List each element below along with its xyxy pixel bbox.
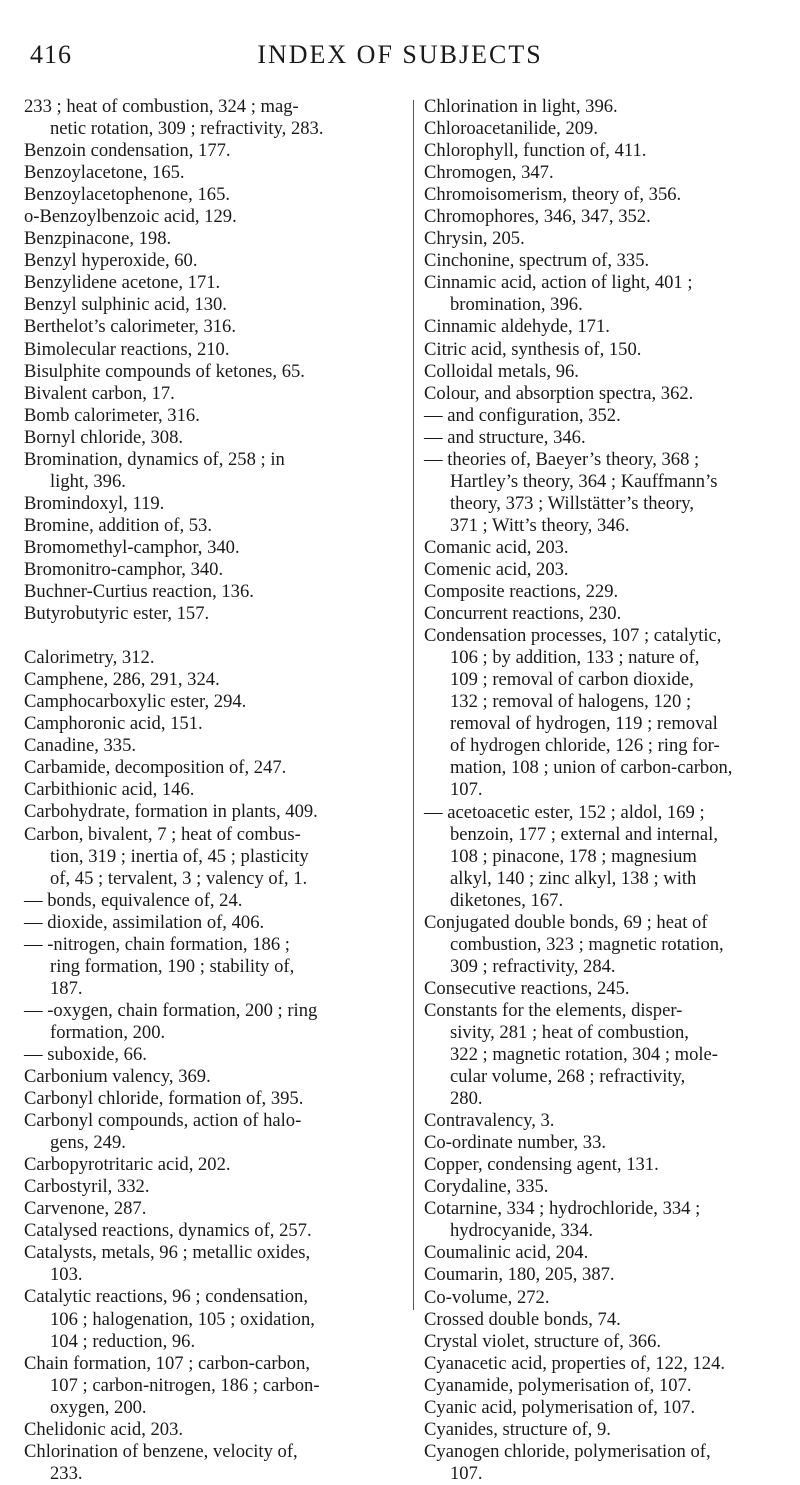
index-entry-line: 233. bbox=[50, 1462, 83, 1484]
index-entry-line: 280. bbox=[450, 1088, 483, 1110]
index-entry bbox=[24, 316, 404, 338]
index-entry-line: Co-ordinate number, 33. bbox=[424, 1132, 607, 1154]
index-entry-line: Consecutive reactions, 245. bbox=[424, 977, 630, 999]
index-entry bbox=[424, 581, 800, 603]
index-entry bbox=[424, 1331, 800, 1353]
index-entry-line: Cinchonine, spectrum of, 335. bbox=[424, 250, 650, 272]
index-entry-line: 322 ; magnetic rotation, 304 ; mole- bbox=[450, 1044, 719, 1066]
index-entry bbox=[24, 801, 404, 823]
index-entry-line: Cinnamic aldehyde, 171. bbox=[424, 316, 610, 338]
index-entry-line: 309 ; refractivity, 284. bbox=[450, 955, 616, 977]
index-entry-line: Catalytic reactions, 96 ; condensation, bbox=[24, 1286, 308, 1308]
index-entry-line: Chlorophyll, function of, 411. bbox=[424, 140, 647, 162]
index-entry bbox=[24, 339, 404, 361]
index-entry bbox=[24, 890, 404, 912]
index-entry-line: Benzoin condensation, 177. bbox=[24, 140, 231, 162]
index-entry-line: Crossed double bonds, 74. bbox=[424, 1308, 621, 1330]
index-entry-line: Bornyl chloride, 308. bbox=[24, 426, 184, 448]
index-entry-line: Bimolecular reactions, 210. bbox=[24, 338, 230, 360]
index-entry-line: — -nitrogen, chain formation, 186 ; bbox=[24, 933, 290, 955]
index-entry-line: Camphocarboxylic ester, 294. bbox=[24, 691, 247, 713]
index-entry bbox=[424, 1287, 800, 1309]
section-gap bbox=[24, 625, 404, 647]
index-entry-line: Chloroacetanilide, 209. bbox=[424, 118, 599, 140]
index-entry-line: alkyl, 140 ; zinc alkyl, 138 ; with bbox=[450, 867, 697, 889]
index-entry-line: o-Benzoylbenzoic acid, 129. bbox=[24, 206, 237, 228]
index-entry-line: — and structure, 346. bbox=[424, 426, 586, 448]
index-entry bbox=[424, 978, 800, 1000]
index-entry-line: 132 ; removal of halogens, 120 ; bbox=[450, 691, 692, 713]
index-entry-line: Benzoylacetophenone, 165. bbox=[24, 184, 231, 206]
index-entry-line: 107. bbox=[450, 1462, 483, 1484]
index-entry-line: Chain formation, 107 ; carbon-carbon, bbox=[24, 1352, 311, 1374]
index-entry bbox=[24, 427, 404, 449]
index-entry-line: cular volume, 268 ; refractivity, bbox=[450, 1066, 686, 1088]
index-entry bbox=[24, 912, 404, 934]
index-entry-line: Calorimetry, 312. bbox=[24, 647, 155, 669]
index-entry-line: Hartley’s theory, 364 ; Kauffmann’s bbox=[450, 470, 718, 492]
index-entry-line: of, 45 ; tervalent, 3 ; valency of, 1. bbox=[50, 867, 308, 889]
index-entry-line: combustion, 323 ; magnetic rotation, bbox=[450, 933, 724, 955]
index-entry-line: Cyanic acid, polymerisation of, 107. bbox=[424, 1396, 696, 1418]
index-entry bbox=[24, 1176, 404, 1198]
page-number: 416 bbox=[30, 40, 72, 69]
index-entry-line: Contravalency, 3. bbox=[424, 1110, 555, 1132]
index-entry bbox=[24, 228, 404, 250]
index-entry-line: Comanic acid, 203. bbox=[424, 536, 569, 558]
index-entry-line: Carbostyril, 332. bbox=[24, 1176, 150, 1198]
index-entry-line: — suboxide, 66. bbox=[24, 1043, 147, 1065]
index-entry-line: Copper, condensing agent, 131. bbox=[424, 1154, 659, 1176]
index-entry-line: 107 ; carbon-nitrogen, 186 ; carbon- bbox=[50, 1374, 320, 1396]
index-entry bbox=[24, 1066, 404, 1088]
index-entry-line: Carbon, bivalent, 7 ; heat of combus- bbox=[24, 823, 301, 845]
index-entry-line: hydrocyanide, 334. bbox=[450, 1220, 594, 1242]
index-entry bbox=[24, 537, 404, 559]
index-entry-line: 108 ; pinacone, 178 ; magnesium bbox=[450, 845, 697, 867]
index-entry-line: Bromonitro-camphor, 340. bbox=[24, 558, 224, 580]
index-entry bbox=[424, 206, 800, 228]
index-entry-line: Colloidal metals, 96. bbox=[424, 360, 579, 382]
index-entry bbox=[424, 1110, 800, 1132]
index-entry-line: Condensation processes, 107 ; catalytic, bbox=[424, 625, 722, 647]
index-entry-line: Citric acid, synthesis of, 150. bbox=[424, 338, 642, 360]
index-entry-line: 109 ; removal of carbon dioxide, bbox=[450, 669, 694, 691]
index-entry-line: Catalysts, metals, 96 ; metallic oxides, bbox=[24, 1242, 311, 1264]
index-entry bbox=[424, 1176, 800, 1198]
index-entry-line: Benzpinacone, 198. bbox=[24, 228, 172, 250]
index-entry bbox=[24, 735, 404, 757]
index-entry-line: Chlorination in light, 396. bbox=[424, 96, 618, 117]
index-entry bbox=[24, 515, 404, 537]
index-entry bbox=[424, 427, 800, 449]
index-entry-line: Butyrobutyric ester, 157. bbox=[24, 603, 210, 625]
index-entry-line: Coumarin, 180, 205, 387. bbox=[424, 1264, 615, 1286]
index-entry-line: Constants for the elements, disper- bbox=[424, 999, 683, 1021]
index-entry-line: sivity, 281 ; heat of combustion, bbox=[450, 1021, 689, 1043]
index-entry-line: Chromoisomerism, theory of, 356. bbox=[424, 184, 682, 206]
index-entry bbox=[424, 316, 800, 338]
index-entry-line: Carbithionic acid, 146. bbox=[24, 779, 195, 801]
index-entry-line: theory, 373 ; Willstätter’s theory, bbox=[450, 492, 695, 514]
index-entry-line: Cyanamide, polymerisation of, 107. bbox=[424, 1374, 692, 1396]
index-entry-line: removal of hydrogen, 119 ; removal bbox=[450, 713, 718, 735]
index-entry bbox=[424, 1264, 800, 1286]
index-entry bbox=[24, 1220, 404, 1242]
index-entry-line: Cyanacetic acid, properties of, 122, 124. bbox=[424, 1352, 726, 1374]
index-entry bbox=[24, 206, 404, 228]
index-entry-line: Carbonyl compounds, action of halo- bbox=[24, 1110, 302, 1132]
index-entry bbox=[24, 1419, 404, 1441]
index-entry-line: diketones, 167. bbox=[450, 889, 564, 911]
index-entry bbox=[424, 339, 800, 361]
index-entry-line: 103. bbox=[50, 1264, 83, 1286]
index-entry-line: — bonds, equivalence of, 24. bbox=[24, 889, 243, 911]
index-entry-line: Cotarnine, 334 ; hydrochloride, 334 ; bbox=[424, 1198, 701, 1220]
index-entry-line: — theories of, Baeyer’s theory, 368 ; bbox=[424, 448, 700, 470]
index-entry bbox=[24, 1441, 404, 1485]
index-entry-line: Crystal violet, structure of, 366. bbox=[424, 1330, 662, 1352]
index-entry bbox=[424, 1154, 800, 1176]
index-entry bbox=[24, 405, 404, 427]
index-entry-line: light, 396. bbox=[50, 470, 126, 492]
index-entry-line: Chromophores, 346, 347, 352. bbox=[424, 206, 651, 228]
index-entry bbox=[424, 1419, 800, 1441]
index-entry bbox=[424, 405, 800, 427]
index-entry-line: Cinnamic acid, action of light, 401 ; bbox=[424, 272, 693, 294]
index-entry-line: netic rotation, 309 ; refractivity, 283. bbox=[50, 118, 324, 140]
index-entry-line: — acetoacetic ester, 152 ; aldol, 169 ; bbox=[424, 801, 705, 823]
index-entry-line: Camphoronic acid, 151. bbox=[24, 713, 203, 735]
index-entry-line: 187. bbox=[50, 977, 83, 999]
index-entry bbox=[424, 1000, 800, 1110]
index-entry-line: 233 ; heat of combustion, 324 ; mag- bbox=[24, 96, 299, 117]
index-entry-line: 371 ; Witt’s theory, 346. bbox=[450, 514, 630, 536]
index-entry bbox=[24, 934, 404, 1000]
index-entry bbox=[24, 96, 404, 140]
index-entry bbox=[424, 1198, 800, 1242]
index-entry bbox=[424, 559, 800, 581]
index-entry-line: Bromination, dynamics of, 258 ; in bbox=[24, 448, 285, 470]
index-entry bbox=[424, 361, 800, 383]
index-entry-line: 106 ; halogenation, 105 ; oxidation, bbox=[50, 1308, 315, 1330]
index-entry bbox=[24, 1154, 404, 1176]
index-entry-line: bromination, 396. bbox=[450, 294, 583, 316]
index-entry bbox=[24, 383, 404, 405]
index-entry bbox=[424, 118, 800, 140]
index-entry bbox=[24, 669, 404, 691]
index-entry-line: Concurrent reactions, 230. bbox=[424, 603, 622, 625]
index-entry bbox=[24, 162, 404, 184]
index-entry-line: gens, 249. bbox=[50, 1132, 126, 1154]
running-title: INDEX OF SUBJECTS bbox=[257, 40, 543, 69]
index-entry bbox=[24, 1044, 404, 1066]
index-entry-line: ring formation, 190 ; stability of, bbox=[50, 955, 295, 977]
index-entry bbox=[24, 1286, 404, 1352]
index-entry bbox=[424, 449, 800, 537]
index-entry-line: Bivalent carbon, 17. bbox=[24, 382, 175, 404]
index-entry bbox=[24, 449, 404, 493]
index-column-left bbox=[24, 96, 404, 1485]
index-entry-line: Benzyl hyperoxide, 60. bbox=[24, 250, 198, 272]
index-entry bbox=[424, 1353, 800, 1375]
index-entry-line: Bromine, addition of, 53. bbox=[24, 514, 212, 536]
index-entry-line: Co-volume, 272. bbox=[424, 1286, 550, 1308]
index-entry bbox=[424, 140, 800, 162]
index-entry-line: Carbonyl chloride, formation of, 395. bbox=[24, 1088, 304, 1110]
index-entry-line: Bromomethyl-camphor, 340. bbox=[24, 536, 240, 558]
index-entry-line: Comenic acid, 203. bbox=[424, 558, 569, 580]
index-entry-line: Bisulphite compounds of ketones, 65. bbox=[24, 360, 305, 382]
index-entry-line: Carbamide, decomposition of, 247. bbox=[24, 757, 287, 779]
index-entry bbox=[424, 1132, 800, 1154]
index-entry bbox=[24, 824, 404, 890]
index-entry bbox=[24, 559, 404, 581]
index-entry bbox=[424, 625, 800, 801]
index-entry-line: Corydaline, 335. bbox=[424, 1176, 549, 1198]
index-entry bbox=[24, 1088, 404, 1110]
index-entry bbox=[424, 184, 800, 206]
index-entry-line: Benzyl sulphinic acid, 130. bbox=[24, 294, 227, 316]
index-entry-line: Chlorination of benzene, velocity of, bbox=[24, 1440, 298, 1462]
index-entry bbox=[24, 250, 404, 272]
index-entry-line: Bromindoxyl, 119. bbox=[24, 492, 165, 514]
index-entry-line: Colour, and absorption spectra, 362. bbox=[424, 382, 694, 404]
index-entry bbox=[24, 713, 404, 735]
index-entry-line: Cyanogen chloride, polymerisation of, bbox=[424, 1440, 711, 1462]
index-entry-line: Bomb calorimeter, 316. bbox=[24, 404, 200, 426]
index-entry-line: Conjugated double bonds, 69 ; heat of bbox=[424, 911, 708, 933]
index-entry bbox=[24, 294, 404, 316]
index-entry bbox=[424, 537, 800, 559]
index-entry-line: — and configuration, 352. bbox=[424, 404, 621, 426]
index-entry bbox=[424, 250, 800, 272]
index-entry bbox=[424, 912, 800, 978]
index-entry bbox=[24, 1353, 404, 1419]
index-entry-line: Chrysin, 205. bbox=[424, 228, 525, 250]
index-entry-line: Canadine, 335. bbox=[24, 735, 137, 757]
index-entry-line: Catalysed reactions, dynamics of, 257. bbox=[24, 1220, 312, 1242]
index-entry-line: Carbohydrate, formation in plants, 409. bbox=[24, 801, 318, 823]
index-entry bbox=[424, 603, 800, 625]
index-entry-line: mation, 108 ; union of carbon-carbon, bbox=[450, 757, 733, 779]
index-entry bbox=[24, 647, 404, 669]
index-entry bbox=[24, 757, 404, 779]
index-entry bbox=[24, 1110, 404, 1154]
index-entry-line: tion, 319 ; inertia of, 45 ; plasticity bbox=[50, 845, 309, 867]
index-entry bbox=[24, 493, 404, 515]
index-entry-line: 104 ; reduction, 96. bbox=[50, 1330, 196, 1352]
column-divider bbox=[413, 100, 414, 1310]
index-entry bbox=[424, 228, 800, 250]
index-entry bbox=[24, 581, 404, 603]
index-entry-line: Carbopyrotritaric acid, 202. bbox=[24, 1154, 231, 1176]
index-entry bbox=[424, 1309, 800, 1331]
index-entry bbox=[424, 802, 800, 912]
index-column-right bbox=[424, 96, 800, 1485]
index-entry-line: Chelidonic acid, 203. bbox=[24, 1418, 184, 1440]
index-entry-line: Chromogen, 347. bbox=[424, 162, 554, 184]
index-entry-line: Benzoylacetone, 165. bbox=[24, 162, 185, 184]
index-entry-line: formation, 200. bbox=[50, 1021, 166, 1043]
index-entry-line: Carvenone, 287. bbox=[24, 1198, 147, 1220]
index-entry bbox=[24, 1198, 404, 1220]
index-entry-line: Buchner-Curtius reaction, 136. bbox=[24, 581, 254, 603]
index-entry-line: oxygen, 200. bbox=[50, 1396, 147, 1418]
index-entry-line: Camphene, 286, 291, 324. bbox=[24, 669, 220, 691]
index-entry-line: Cyanides, structure of, 9. bbox=[424, 1418, 611, 1440]
index-entry bbox=[424, 162, 800, 184]
index-entry bbox=[424, 1242, 800, 1264]
index-entry-line: benzoin, 177 ; external and internal, bbox=[450, 823, 718, 845]
index-entry bbox=[24, 1000, 404, 1044]
index-entry bbox=[424, 272, 800, 316]
index-entry-line: of hydrogen chloride, 126 ; ring for- bbox=[450, 735, 720, 757]
index-entry bbox=[424, 96, 800, 118]
index-entry bbox=[424, 383, 800, 405]
index-entry bbox=[24, 272, 404, 294]
index-entry-line: Berthelot’s calorimeter, 316. bbox=[24, 316, 236, 338]
index-entry bbox=[24, 361, 404, 383]
index-entry bbox=[424, 1375, 800, 1397]
index-entry-line: Composite reactions, 229. bbox=[424, 581, 619, 603]
index-entry-line: 106 ; by addition, 133 ; nature of, bbox=[450, 647, 700, 669]
index-entry-line: — dioxide, assimilation of, 406. bbox=[24, 911, 265, 933]
index-entry-line: Coumalinic acid, 204. bbox=[424, 1242, 589, 1264]
index-entry bbox=[424, 1441, 800, 1485]
index-entry-line: — -oxygen, chain formation, 200 ; ring bbox=[24, 999, 318, 1021]
index-entry bbox=[24, 691, 404, 713]
index-entry bbox=[24, 779, 404, 801]
index-entry bbox=[24, 184, 404, 206]
index-entry-line: 107. bbox=[450, 779, 483, 801]
index-entry-line: Benzylidene acetone, 171. bbox=[24, 272, 221, 294]
index-entry bbox=[24, 1242, 404, 1286]
index-entry bbox=[24, 603, 404, 625]
index-entry-line: Carbonium valency, 369. bbox=[24, 1066, 211, 1088]
page-header bbox=[30, 40, 770, 80]
index-entry bbox=[24, 140, 404, 162]
index-entry bbox=[424, 1397, 800, 1419]
